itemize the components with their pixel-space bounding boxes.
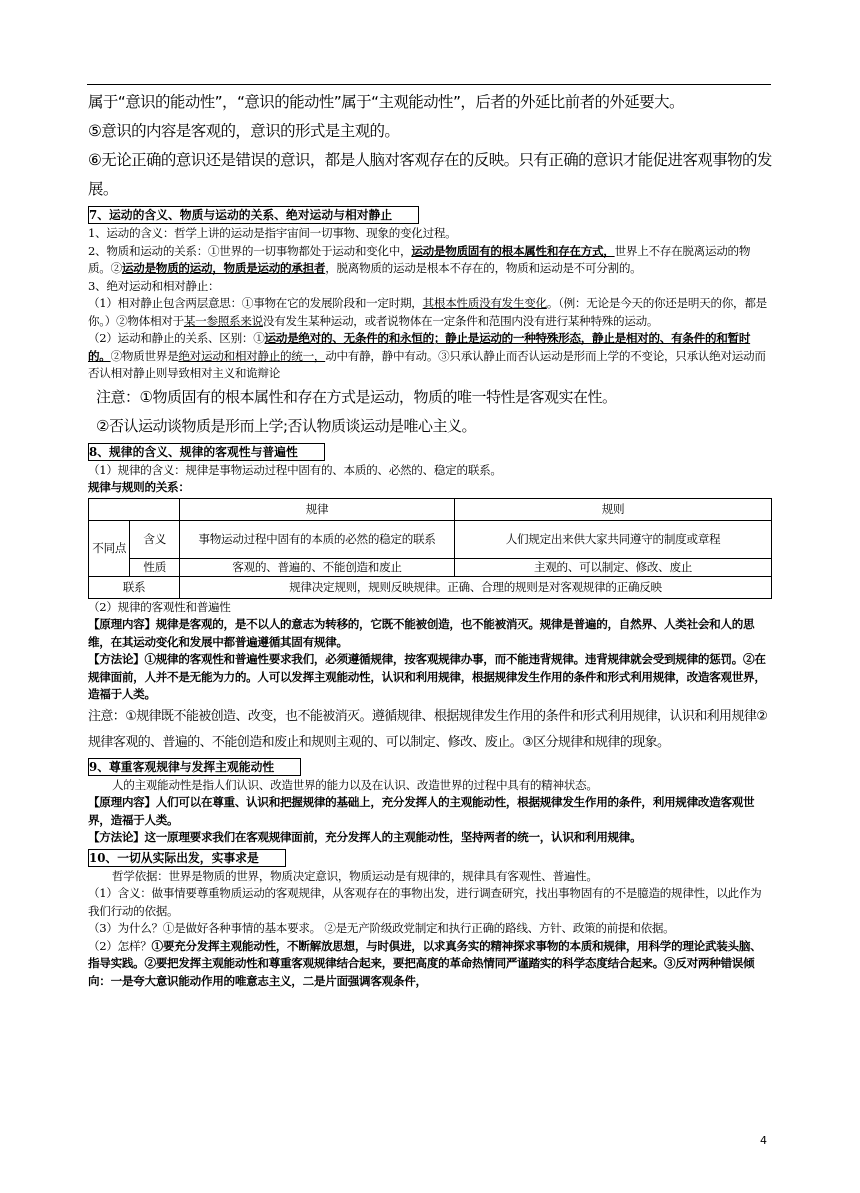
note-line: ②否认运动谈物质是形而上学;否认物质谈运动是唯心主义。	[96, 416, 477, 435]
text-line: ⑥无论正确的意识还是错误的意识，都是人脑对客观存在的反映。只有正确的意识才能促进客观事物的发展。	[88, 151, 772, 198]
paragraph: 人的主观能动性是指人们认识、改造世界的能力以及在认识、改造世界的过程中具有的精神状态。	[112, 777, 598, 792]
table-cell: 主观的、可以制定、修改、废止	[455, 558, 772, 576]
header-rule	[87, 84, 771, 85]
table-row-label-nature: 性质	[130, 558, 180, 576]
section-heading-9: 9、尊重客观规律与发挥主观能动性	[88, 758, 301, 776]
table-cell: 事物运动过程中固有的本质的必然的稳定的联系	[180, 520, 455, 558]
page-content	[88, 88, 772, 990]
paragraph: （2）运动和静止的关系、区别：①运动是绝对的、无条件的和永恒的；静止是运动的一种特殊形态，静止是相对的、有条件的和暂时的。②物质世界是绝对运动和相对静止的统一，动中有静，静中有动。③只承认静止而否认运动是形而上学的不变论，只承认绝对运动而否认相对静止则导致相对主义和诡辩论	[88, 331, 766, 380]
paragraph: 【原理内容】规律是客观的，是不以人的意志为转移的，它既不能被创造，也不能被消灭。规律是普遍的，自然界、人类社会和人的思维，在其运动变化和发展中都普遍遵循其固有规律。	[88, 617, 755, 649]
table-header-rule: 规则	[455, 498, 772, 520]
table-cell: 客观的、普遍的、不能创造和废止	[180, 558, 455, 576]
text-line: 属于“意识的能动性”，“意识的能动性”属于“主观能动性”，后者的外延比前者的外延要大。	[88, 93, 684, 111]
paragraph: 【方法论】这一原理要求我们在客观规律面前，充分发挥人的主观能动性，坚持两者的统一，认识和利用规律。	[88, 830, 642, 844]
paragraph: （2）怎样？①要充分发挥主观能动性，不断解放思想，与时俱进，以求真务实的精神探求事物的本质和规律，用科学的理论武装头脑、指导实践。②要把发挥主观能动性和尊重客观规律结合起来，要把高度的革命热情同严谨踏实的科学态度结合起来。③反对两种错误倾向：一是夸大意识能动作用的唯意志主义，二是片面强调客观条件，	[88, 938, 762, 988]
table-cell: 规律决定规则，规则反映规律。正确、合理的规则是对客观规律的正确反映	[180, 576, 772, 598]
paragraph: 哲学依据：世界是物质的世界，物质决定意识，物质运动是有规律的，规律具有客观性、普遍性。	[112, 868, 598, 883]
text-line: ⑤意识的内容是客观的，意识的形式是主观的。	[88, 122, 400, 140]
paragraph: （2）规律的客观性和普遍性	[88, 599, 231, 614]
paragraph: 2、物质和运动的关系：①世界的一切事物都处于运动和变化中，运动是物质固有的根本属性和存在方式，世界上不存在脱离运动的物质。②运动是物质的运动，物质是运动的承担者，脱离物质的运动是根本不存在的，物质和运动是不可分割的。	[88, 243, 751, 275]
section-heading-8: 8、规律的含义、规律的客观性与普遍性	[88, 443, 325, 461]
page-number: 4	[760, 1134, 767, 1147]
paragraph: 1、运动的含义：哲学上讲的运动是指宇宙间一切事物、现象的变化过程。	[88, 226, 457, 240]
table-caption: 规律与规则的关系：	[88, 480, 190, 494]
paragraph: 3、绝对运动和相对静止：	[88, 278, 220, 293]
section-heading-10: 10、一切从实际出发，实事求是	[88, 849, 286, 867]
table-cell: 人们规定出来供大家共同遵守的制度或章程	[455, 520, 772, 558]
table-row-label-diff: 不同点	[89, 520, 130, 576]
table-corner	[89, 498, 180, 520]
paragraph: （3）为什么？①是做好各种事情的基本要求。 ②是无产阶级政党制定和执行正确的路线、方针、政策的前提和依据。	[88, 921, 675, 935]
section-heading-7: 7、运动的含义、物质与运动的关系、绝对运动与相对静止	[88, 206, 419, 224]
paragraph: 【方法论】①规律的客观性和普遍性要求我们，必须遵循规律，按客观规律办事，而不能违背规律。违背规律就会受到规律的惩罚。②在规律面前，人并不是无能为力的。人可以发挥主观能动性，认识和利用规律，根据规律发生作用的条件和形式利用规律，改造客观世界，造福于人类。	[88, 652, 766, 701]
paragraph: （1）含义：做事情要尊重物质运动的客观规律，从客观存在的事物出发，进行调查研究，找出事物固有的不是臆造的规律性，以此作为我们行动的依据。	[88, 886, 762, 918]
table-row-label-relation: 联系	[89, 576, 180, 598]
paragraph: （1）规律的含义：规律是事物运动过程中固有的、本质的、必然的、稳定的联系。	[88, 462, 502, 477]
paragraph: （1）相对静止包含两层意思：①事物在它的发展阶段和一定时期，其根本性质没有发生变化。（例：无论是今天的你还是明天的你，都是你。）②物体相对于某一参照系来说没有发生某种运动，或者说物体在一定条件和范围内没有进行某种特殊的运动。	[88, 296, 767, 328]
law-rule-table	[88, 498, 772, 599]
table-header-law: 规律	[180, 498, 455, 520]
paragraph: 【原理内容】人们可以在尊重、认识和把握规律的基础上，充分发挥人的主观能动性，根据规律发生作用的条件，利用规律改造客观世界，造福于人类。	[88, 795, 755, 827]
note-line: 注意：①物质固有的根本属性和存在方式是运动，物质的唯一特性是客观实在性。	[96, 387, 617, 406]
note-paragraph: 注意：①规律既不能被创造、改变，也不能被消灭。遵循规律、根据规律发生作用的条件和形式利用规律，认识和利用规律②规律客观的、普遍的、不能创造和废止和规则主观的、可以制定、修改、废止。③区分规律和规律的现象。	[88, 708, 768, 750]
table-row-label-meaning: 含义	[130, 520, 180, 558]
